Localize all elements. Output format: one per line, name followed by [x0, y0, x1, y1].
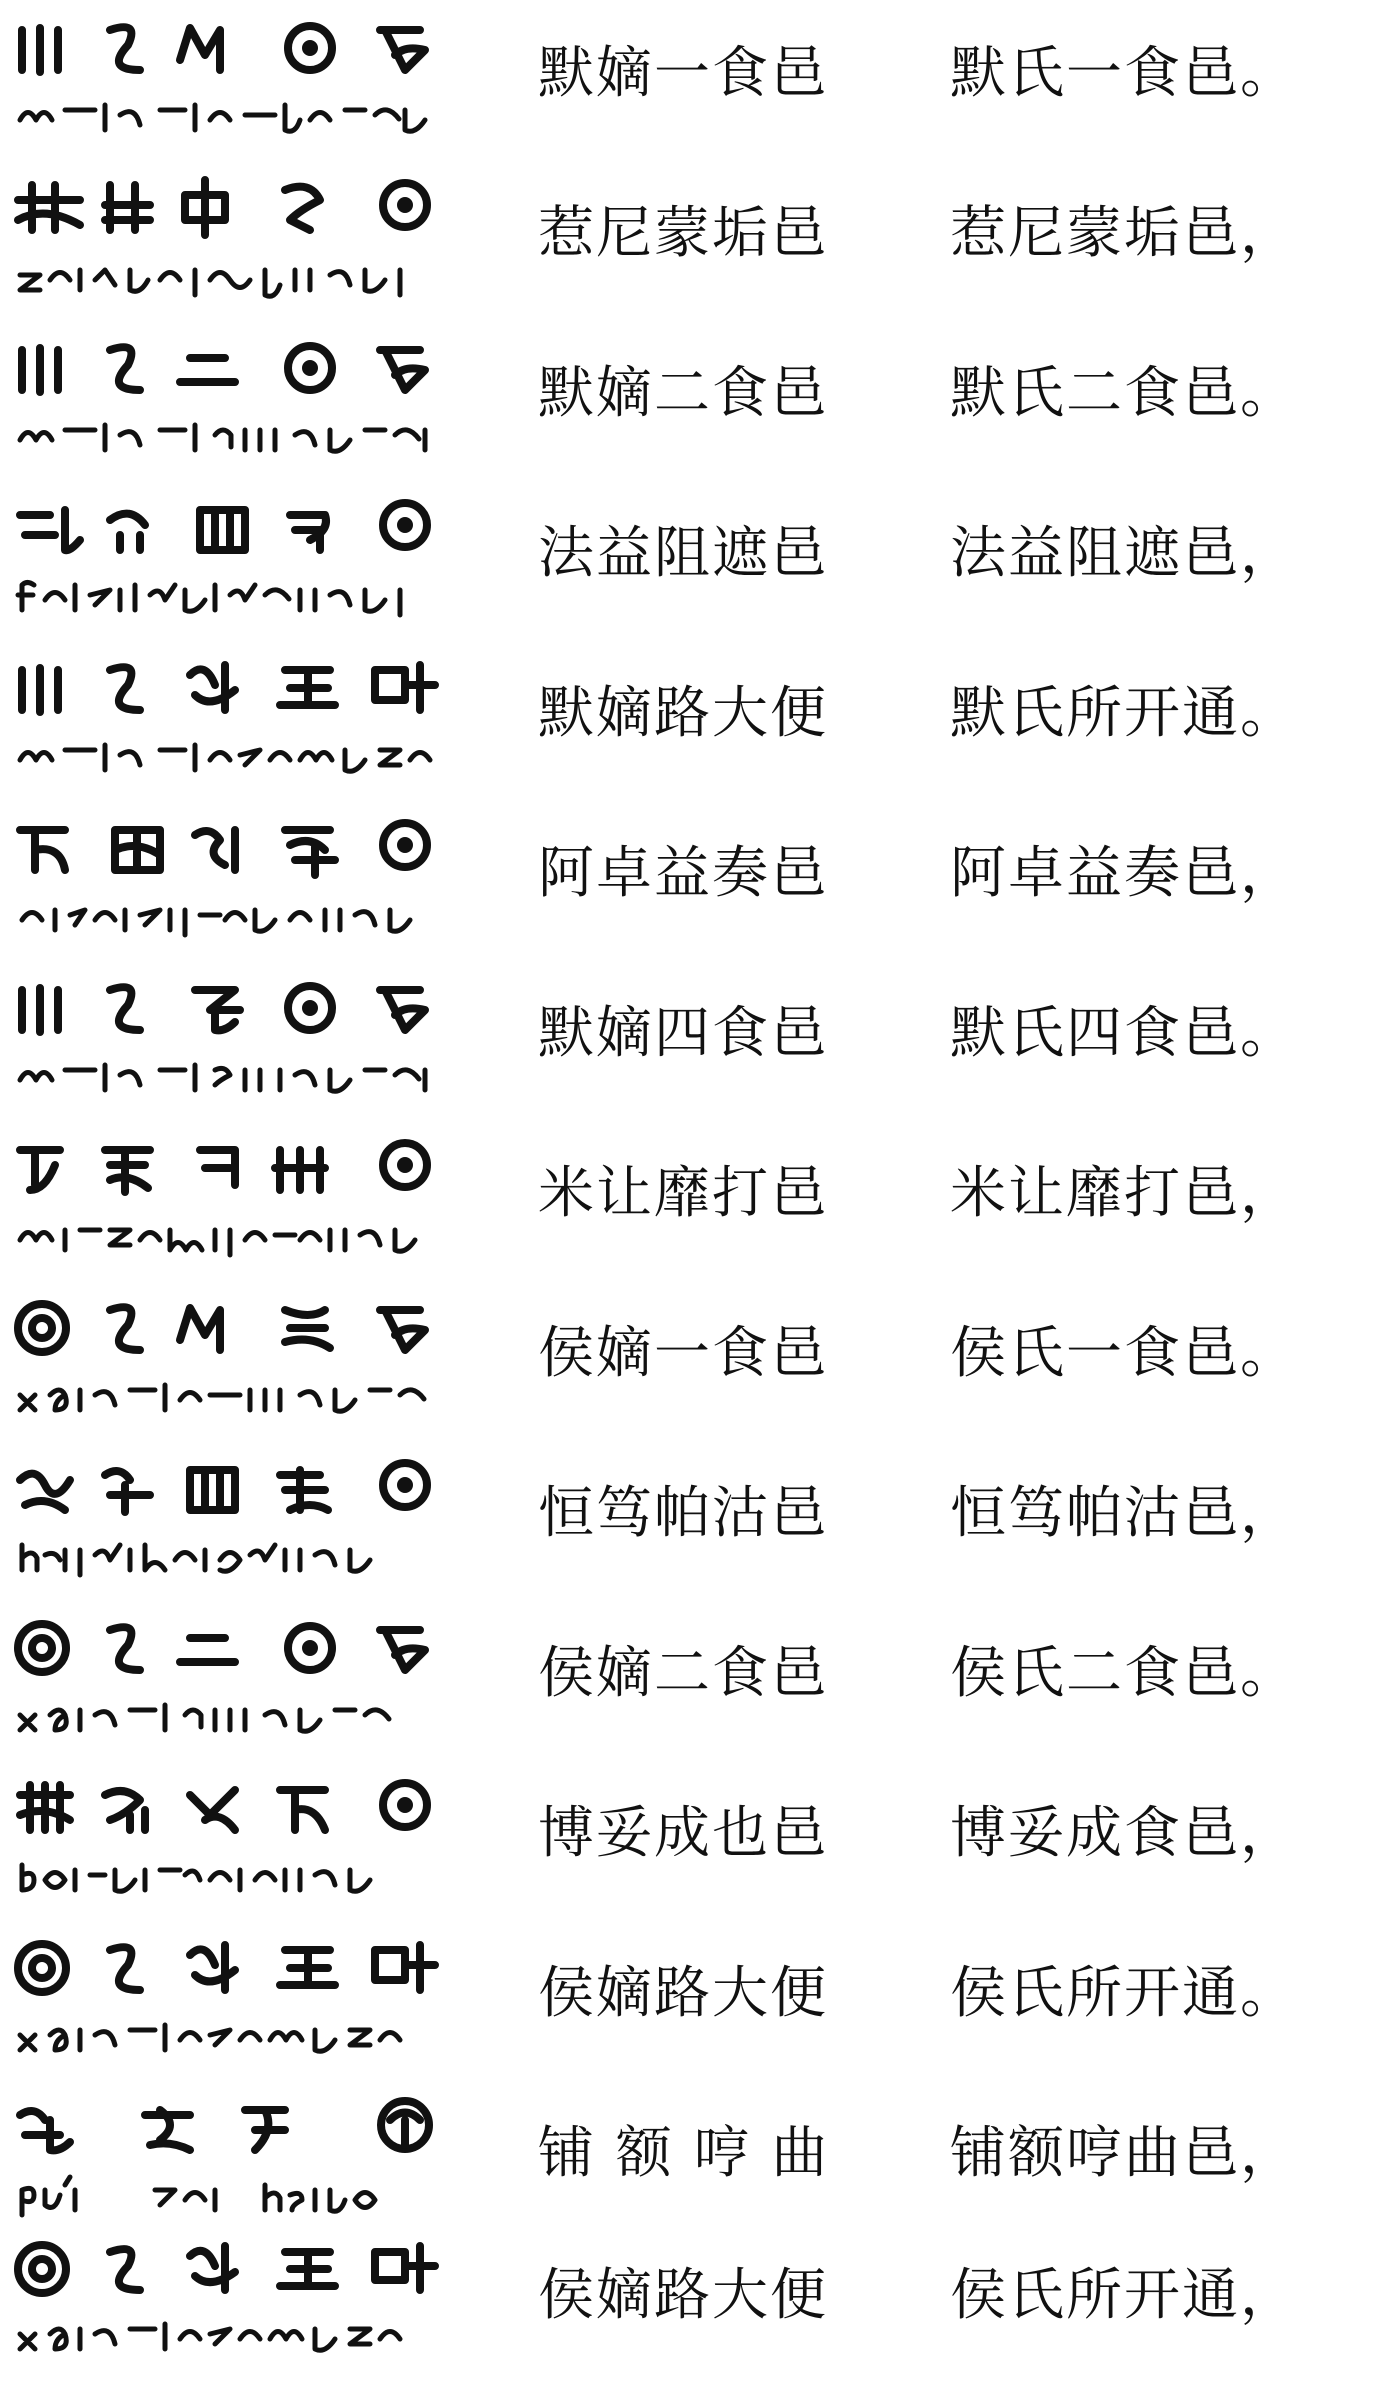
verse-row: [0, 160, 1384, 320]
column-b-text: 博妥成食邑，: [950, 1801, 1298, 1866]
column-b-text: 默氏一食邑。: [950, 41, 1298, 106]
script-glyph-image: [10, 1280, 440, 1440]
column-b-text: 默氏所开通。: [950, 681, 1298, 746]
column-a-text: 法益阻遮邑: [538, 521, 828, 586]
column-b-text: 阿卓益奏邑，: [950, 841, 1298, 906]
script-glyph-image: [10, 960, 440, 1120]
column-b-text: 恒笃帕沽邑，: [950, 1481, 1298, 1546]
column-a-text: 默嫡一食邑: [538, 41, 828, 106]
verse-row: [0, 1440, 1384, 1600]
column-b-text: 惹尼蒙垢邑，: [950, 201, 1298, 266]
script-glyph-image: [10, 0, 440, 160]
verse-row: [0, 1120, 1384, 1280]
verse-row: [0, 2224, 1384, 2384]
column-a-text: 侯嫡一食邑: [538, 1321, 828, 1386]
verse-row: [0, 1600, 1384, 1760]
column-b-text: 米让靡打邑，: [950, 1161, 1298, 1226]
column-a-text: 博妥成也邑: [538, 1801, 828, 1866]
script-glyph-image: [10, 320, 440, 480]
column-a-text: 铺 额 哼 曲: [538, 2121, 830, 2186]
column-a-text: 侯嫡二食邑: [538, 1641, 828, 1706]
column-b-text: 默氏二食邑。: [950, 361, 1298, 426]
column-b-text: 铺额哼曲邑，: [950, 2121, 1298, 2186]
column-a-text: 惹尼蒙垢邑: [538, 201, 828, 266]
script-glyph-image: [10, 160, 440, 320]
column-b-text: 侯氏所开通，: [950, 2263, 1298, 2328]
verse-row: [0, 1760, 1384, 1920]
verse-row: [0, 2080, 1384, 2240]
script-glyph-image: [10, 1920, 440, 2080]
column-a-text: 默嫡路大便: [538, 681, 828, 746]
verse-row: [0, 800, 1384, 960]
column-b-text: 法益阻遮邑，: [950, 521, 1298, 586]
column-b-text: 侯氏一食邑。: [950, 1321, 1298, 1386]
column-a-text: 默嫡二食邑: [538, 361, 828, 426]
column-b-text: 侯氏二食邑。: [950, 1641, 1298, 1706]
column-a-text: 米让靡打邑: [538, 1161, 828, 1226]
column-a-text: 恒笃帕沽邑: [538, 1481, 828, 1546]
script-glyph-image: [10, 1600, 440, 1760]
script-glyph-image: [10, 1120, 440, 1280]
column-b-text: 侯氏所开通。: [950, 1961, 1298, 2026]
script-glyph-image: [10, 480, 440, 640]
column-a-text: 侯嫡路大便: [538, 2263, 828, 2328]
script-glyph-image: [10, 800, 440, 960]
verse-row: [0, 1280, 1384, 1440]
column-a-text: 默嫡四食邑: [538, 1001, 828, 1066]
script-glyph-image: [10, 1760, 440, 1920]
verse-row: [0, 320, 1384, 480]
column-b-text: 默氏四食邑。: [950, 1001, 1298, 1066]
verse-row: [0, 640, 1384, 800]
verse-row: [0, 0, 1384, 160]
verse-row: [0, 1920, 1384, 2080]
column-a-text: 阿卓益奏邑: [538, 841, 828, 906]
verse-row: [0, 960, 1384, 1120]
script-glyph-image: [10, 2080, 440, 2240]
verse-row: [0, 480, 1384, 640]
script-glyph-image: [10, 640, 440, 800]
script-glyph-image: [10, 1440, 440, 1600]
script-glyph-image: [10, 2224, 440, 2384]
column-a-text: 侯嫡路大便: [538, 1961, 828, 2026]
